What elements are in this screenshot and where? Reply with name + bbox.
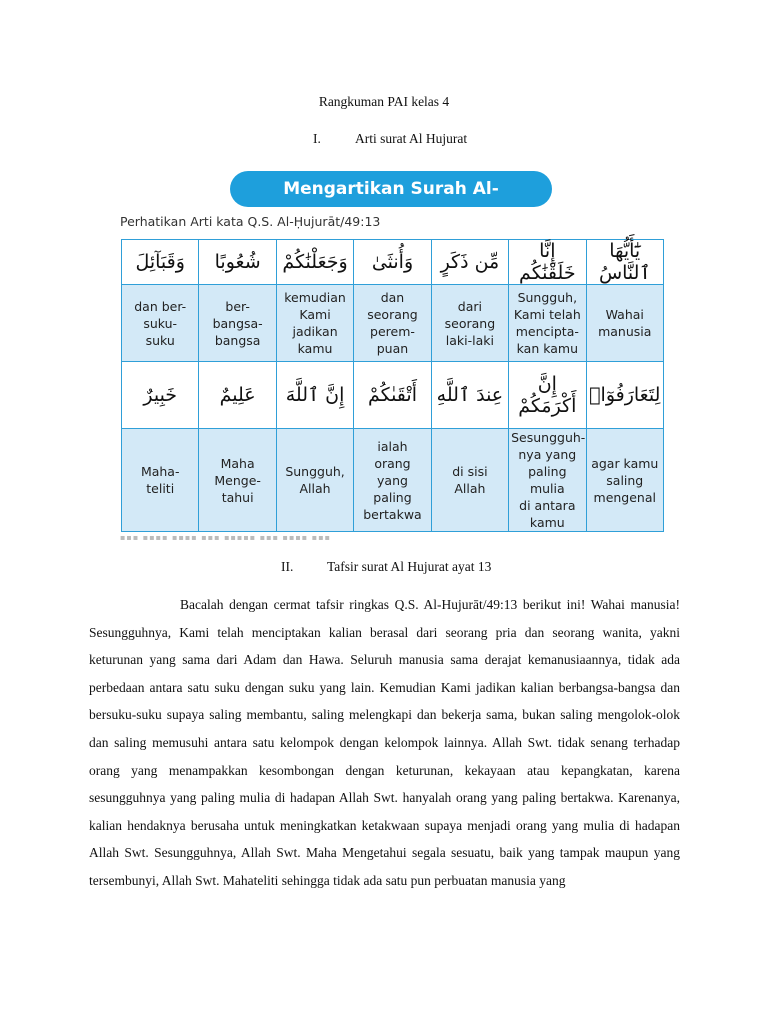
table-row-meaning-1 [122,285,664,362]
arabic-cell: إِنَّ ٱللَّهَ [276,362,353,429]
section-title: Tafsir surat Al Hujurat ayat 13 [327,559,492,574]
arabic-cell: لِتَعَارَفُوٓا۟ [586,362,663,429]
table-row-arabic-2 [122,362,664,429]
meaning-cell: di sisi Allah [431,429,508,532]
section-title: Arti surat Al Hujurat [355,131,468,146]
figure-banner: Mengartikan Surah Al-Ḥujurāt/49:13 [230,171,552,207]
meaning-cell: ialah orang yang paling bertakwa [354,429,431,532]
table-row-meaning-2 [122,429,664,532]
vocabulary-table [121,239,664,532]
arabic-cell: أَتْقَىٰكُمْ [354,362,431,429]
meaning-cell: Maha Menge- tahui [199,429,276,532]
meaning-cell: Sesungguh- nya yang paling mulia di antara kamu [509,429,586,532]
meaning-cell: dari seorang laki-laki [431,285,508,362]
section-number: I. [313,131,321,146]
table-row-arabic-1 [122,240,664,285]
cropped-caption-line: ▪▪▪ ▪▪▪▪ ▪▪▪▪ ▪▪▪ ▪▪▪▪▪ ▪▪▪ ▪▪▪▪ ▪▪▪ [120,535,332,541]
meaning-cell: agar kamu saling mengenal [586,429,663,532]
arabic-cell: وَجَعَلْنَٰكُمْ [276,240,353,285]
arabic-cell: يَٰٓأَيُّهَا ٱلنَّاسُ [586,240,663,285]
meaning-cell: dan seorang perem- puan [354,285,431,362]
meaning-cell: kemudian Kami jadikan kamu [276,285,353,362]
meaning-cell: ber- bangsa- bangsa [199,285,276,362]
arabic-cell: شُعُوبًا [199,240,276,285]
vocabulary-figure [118,165,668,541]
arabic-cell: عِندَ ٱللَّهِ [431,362,508,429]
arabic-cell: إِنَّا خَلَقْنَٰكُم [509,240,586,285]
meaning-cell: dan ber- suku- suku [122,285,199,362]
arabic-cell: وَأُنثَىٰ [354,240,431,285]
arabic-cell: عَلِيمٌ [199,362,276,429]
arabic-cell: خَبِيرٌ [122,362,199,429]
meaning-cell: Sungguh, Kami telah mencipta- kan kamu [509,285,586,362]
meaning-cell: Sungguh, Allah [276,429,353,532]
arabic-cell: مِّن ذَكَرٍ [431,240,508,285]
tafsir-paragraph: Bacalah dengan cermat tafsir ringkas Q.S. Al-Hujurāt/49:13 berikut ini! Wahai manusia! Sesungguhnya, Kami telah menciptakan kalian berasal dari seorang pria dan seorang wanita, yakni keturunan yang sama dari Adam dan Hawa. Seluruh manusia sama derajat kemanusiaannya, tidak ada perbedaan antara satu suku dengan suku yang lain. Kemudian Kami jadikan kalian berbangsa-bangsa dan bersuku-suku supaya saling membantu, saling melengkapi dan bekerja sama, bukan saling mengolok-olok dan saling memusuhi antara satu kelompok dengan kelompok lainnya. Allah Swt. tidak senang terhadap orang yang menampakkan kesombongan dengan keturunan, kekayaan atau kepangkatan, karena sesungguhnya yang paling mulia di hadapan Allah Swt. hanyalah orang yang paling bertakwa. Karenanya, kalian hendaknya berusaha untuk meningkatkan ketakwaan supaya menjadi orang yang mulia di hadapan Allah Swt. Sesungguhnya, Allah Swt. Maha Mengetahui segala sesuatu, baik yang tampak maupun yang tersembunyi, Allah Swt. Mahateliti sehingga tidak ada satu pun perbuatan manusia yang [89,597,680,888]
section-number: II. [281,559,294,574]
arabic-cell: وَقَبَآئِلَ [122,240,199,285]
meaning-cell: Wahai manusia [586,285,663,362]
meaning-cell: Maha- teliti [122,429,199,532]
arabic-cell: إِنَّ أَكْرَمَكُمْ [509,362,586,429]
document-title: Rangkuman PAI kelas 4 [318,94,450,109]
figure-subtitle: Perhatikan Arti kata Q.S. Al-Ḥujurāt/49:13 [120,214,381,229]
